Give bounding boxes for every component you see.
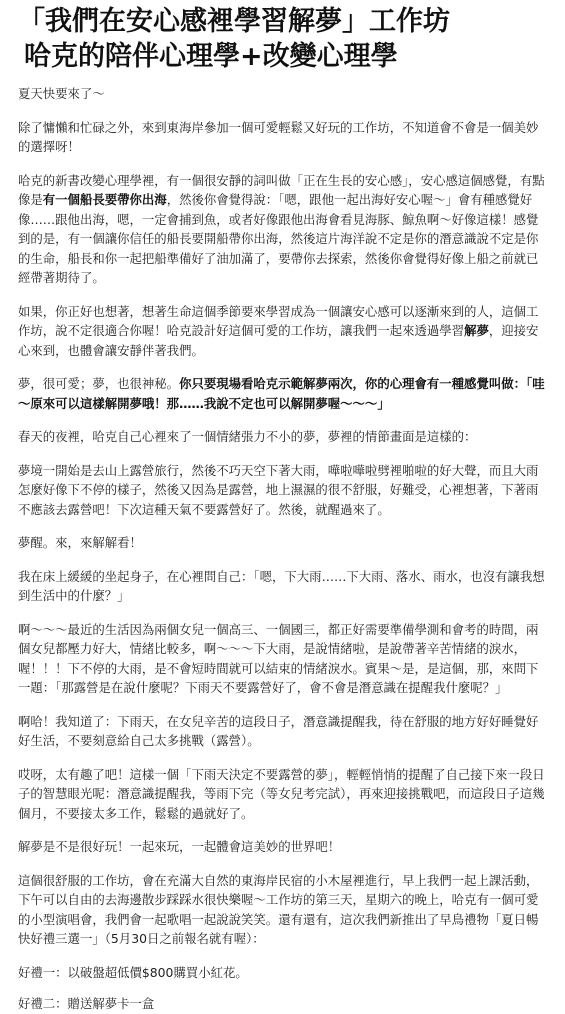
paragraph: 除了慵懶和忙碌之外，來到東海岸參加一個可愛輕鬆又好玩的工作坊，不知道會不會是一個美妙的選擇呀！ xyxy=(18,119,539,154)
paragraph: 春天的夜裡，哈克自己心裡來了一個情緒張力不小的夢，夢裡的情節畫面是這樣的： xyxy=(18,429,477,444)
bold-text: 解夢 xyxy=(464,323,489,338)
paragraph-details: 這個很舒服的工作坊，會在充滿大自然的東海岸民宿的小木屋裡進行，早上我們一起上課活動，下午可以自由的去海邊散步踩踩水很快樂喔～工作坊的第三天，星期六的晚上，哈克有一個可愛的小型演唱會，我們會一起歌唱一起說說笑笑。還有還有，這次我們新推出了早鳥禮物「夏日暢快好禮三選一」（5月30日之前報名就有喔）： xyxy=(18,872,539,946)
gift-item: 好禮二：贈送解夢卡一盒 xyxy=(18,996,155,1011)
paragraph: 啊哈！我知道了：下雨天，在女兒辛苦的這段日子，潛意識提醒我，待在舒服的地方好好睡覺好好生活，不要刻意給自己太多挑戰（露營）。 xyxy=(18,713,539,748)
paragraph-dreams xyxy=(18,374,547,413)
bold-text: 你只要現場看哈克示範解夢兩次，你的心理會有一種感覺叫做：「哇～原來可以這樣解開夢哦！那……我說不定也可以解開夢喔～～～」 xyxy=(18,376,545,411)
paragraph-intro: 夏天快要來了～ xyxy=(18,86,105,101)
paragraph-workshop xyxy=(18,302,547,361)
page-title xyxy=(18,4,547,74)
text: 哈克的新書改變心理學裡，有一個很安靜的詞叫做「正在生長的安心感」，安心感這個感覺，有點像是 xyxy=(18,172,545,207)
text: 夢，很可愛；夢，也很神秘。 xyxy=(18,376,180,391)
text: 如果，你正好也想著，想著生命這個季節要來學習成為一個讓安心感可以逐漸來到的人，這個工作坊，說不定很適合你喔！哈克設計好這個可愛的工作坊，讓我們一起來透過學習 xyxy=(18,303,539,338)
text: ，迎接安心來到，也體會讓安靜伴著我們。 xyxy=(18,323,539,358)
text: ，然後你會覺得說：「嗯，跟他一起出海好安心喔～」會有種感覺好像……跟他出海，嗯，一定會捕到魚，或者好像跟他出海會看見海豚、鯨魚啊～好像這樣！感覺到的是，有一個讓你信任的船長要開船帶你出海，然後這片海洋說不定是你的潛意識說不定是你的生命，船長和你一起把船準備好了油加滿了，要帶你去探索，然後你會覺得好像上船之前就已經帶著期待了。 xyxy=(18,192,539,285)
paragraph: 哎呀，太有趣了吧！這樣一個「下雨天決定不要露營的夢」，輕輕悄悄的提醒了自己接下來一段日子的智慧眼光呢：潛意識提醒我，等雨下完（等女兒考完試），再來迎接挑戰吧，而這段日子這幾個月，不要接太多工作，鬆鬆的過就好了。 xyxy=(18,766,545,821)
paragraph: 解夢是不是很好玩！一起來玩，一起體會這美妙的世界吧！ xyxy=(18,839,341,854)
paragraph: 我在床上緩緩的坐起身子，在心裡問自己：「嗯，下大雨……下大雨、落水、雨水，也沒有讓我想到生活中的什麼？」 xyxy=(18,568,545,603)
paragraph-captain xyxy=(18,171,547,288)
title-line-1: 「我們在安心感裡學習解夢」工作坊 xyxy=(18,6,450,37)
gift-item: 好禮一：以破盤超低價$800購買小紅花。 xyxy=(18,964,248,980)
paragraph: 夢醒。來，來解解看！ xyxy=(18,535,142,550)
paragraph-dream-story: 夢境一開始是去山上露營旅行，然後不巧天空下著大雨，嘩啦嘩啦劈裡啪啦的好大聲，而且大雨怎麼好像下不停的樣子，然後又因為是露營，地上濕濕的很不舒服，好難受，心裡想著，下著雨不應該去露營吧！下次這種天氣不要露營好了。然後，就醒過來了。 xyxy=(18,462,539,517)
title-line-2: 哈克的陪伴心理學+改變心理學 xyxy=(24,41,398,72)
paragraph-interpretation: 啊～～～最近的生活因為兩個女兒一個高三、一個國三，都正好需要準備學測和會考的時間，兩個女兒都壓力好大，情緒比較多，啊～～～下大雨，是說情緒啦，是說帶著辛苦情緒的淚水，喔！！！下不停的大雨，是不會短時間就可以結束的情緒淚水。賓果～是，是這個，那，來問下一題：「那露營是在說什麼呢？下雨天不要露營好了，會不會是潛意識在提醒我什麼呢？」 xyxy=(18,621,539,695)
bold-text: 有一個船長要帶你出海 xyxy=(42,192,167,207)
